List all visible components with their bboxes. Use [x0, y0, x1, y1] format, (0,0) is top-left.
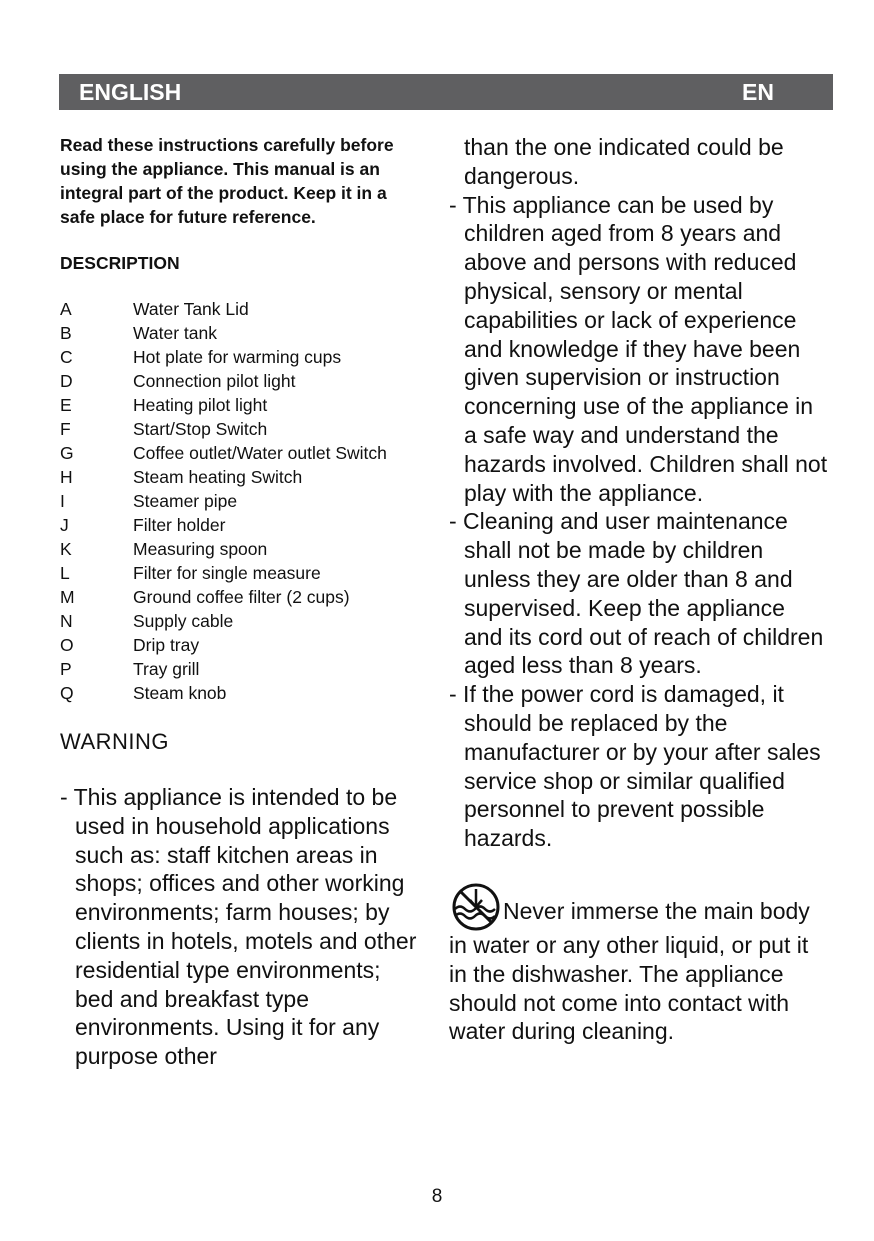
part-label: Steam heating Switch	[133, 467, 303, 487]
part-label: Measuring spoon	[133, 539, 268, 559]
part-item	[60, 657, 420, 681]
part-item	[60, 633, 420, 657]
warning-item-household-continued: than the one indicated could be dangerous.	[464, 134, 784, 189]
part-label: Start/Stop Switch	[133, 419, 268, 439]
part-item	[60, 537, 420, 561]
part-letter: J	[60, 515, 69, 535]
intro-text: Read these instructions carefully before using the appliance. This manual is an integral part of the product. Keep it in a safe place for future reference.	[60, 135, 394, 227]
part-label: Connection pilot light	[133, 371, 296, 391]
part-label: Hot plate for warming cups	[133, 347, 342, 367]
warning-item-cleaning: - Cleaning and user maintenance shall not be made by children unless they are older than 8 and supervised. Keep the appliance and its cord out of reach of children aged less than 8 years.	[449, 508, 824, 679]
part-letter: L	[60, 563, 70, 583]
part-letter: A	[60, 299, 72, 319]
part-item	[60, 489, 420, 513]
part-item	[60, 345, 420, 369]
part-label: Water Tank Lid	[133, 299, 249, 319]
language-header	[59, 74, 833, 110]
part-letter: D	[60, 371, 73, 391]
immerse-text: Never immerse the main body in water or any other liquid, or put it in the dishwasher. The appliance should not come into contact with water during cleaning.	[449, 897, 810, 1045]
part-label: Tray grill	[133, 659, 200, 679]
part-label: Coffee outlet/Water outlet Switch	[133, 443, 387, 463]
part-item	[60, 441, 420, 465]
part-letter: C	[60, 347, 73, 367]
part-label: Steam knob	[133, 683, 227, 703]
part-label: Ground coffee filter (2 cups)	[133, 587, 350, 607]
part-label: Heating pilot light	[133, 395, 268, 415]
part-item	[60, 369, 420, 393]
warning-item-power-cord: - If the power cord is damaged, it should be replaced by the manufacturer or by your after sales service shop or similar qualified personnel to prevent possible hazards.	[449, 681, 821, 852]
right-column	[449, 133, 829, 1046]
warning-title: WARNING	[60, 729, 170, 754]
part-item	[60, 513, 420, 537]
language-label: ENGLISH	[79, 79, 182, 105]
part-letter: G	[60, 443, 74, 463]
part-letter: E	[60, 395, 72, 415]
parts-list	[60, 297, 420, 705]
description-title: DESCRIPTION	[60, 253, 180, 273]
left-column	[60, 133, 420, 1071]
part-label: Supply cable	[133, 611, 234, 631]
part-item	[60, 561, 420, 585]
warning-item-children: - This appliance can be used by children aged from 8 years and above and persons with reduced physical, sensory or mental capabilities or lack of experience and knowledge if they have been given supervision or instruction concerning use of the appliance in a safe way and understand the hazards involved. Children shall not play with the appliance.	[449, 191, 828, 506]
part-letter: B	[60, 323, 72, 343]
part-item	[60, 465, 420, 489]
part-label: Drip tray	[133, 635, 200, 655]
part-item	[60, 393, 420, 417]
part-letter: H	[60, 467, 73, 487]
part-letter: O	[60, 635, 74, 655]
part-label: Steamer pipe	[133, 491, 238, 511]
part-letter: N	[60, 611, 73, 631]
part-item	[60, 681, 420, 705]
immerse-warning	[449, 883, 829, 1046]
part-item	[60, 609, 420, 633]
page-number: 8	[431, 1186, 443, 1207]
part-item	[60, 321, 420, 345]
part-letter: Q	[60, 683, 74, 703]
part-item	[60, 297, 420, 321]
part-label: Filter holder	[133, 515, 226, 535]
part-item	[60, 585, 420, 609]
language-code: EN	[742, 79, 774, 105]
warning-item-household: - This appliance is intended to be used in household applications such as: staff kitchen areas in shops; offices and other working environments; farm houses; by clients in hotels, motels and other residential type environments; bed and breakfast type environments. Using it for any purpose other	[60, 784, 417, 1070]
part-letter: M	[60, 587, 75, 607]
part-label: Filter for single measure	[133, 563, 321, 583]
part-item	[60, 417, 420, 441]
part-letter: I	[60, 491, 65, 511]
part-letter: K	[60, 539, 72, 559]
part-letter: P	[60, 659, 72, 679]
part-label: Water tank	[133, 323, 217, 343]
part-letter: F	[60, 419, 71, 439]
no-immersion-icon	[449, 883, 501, 931]
